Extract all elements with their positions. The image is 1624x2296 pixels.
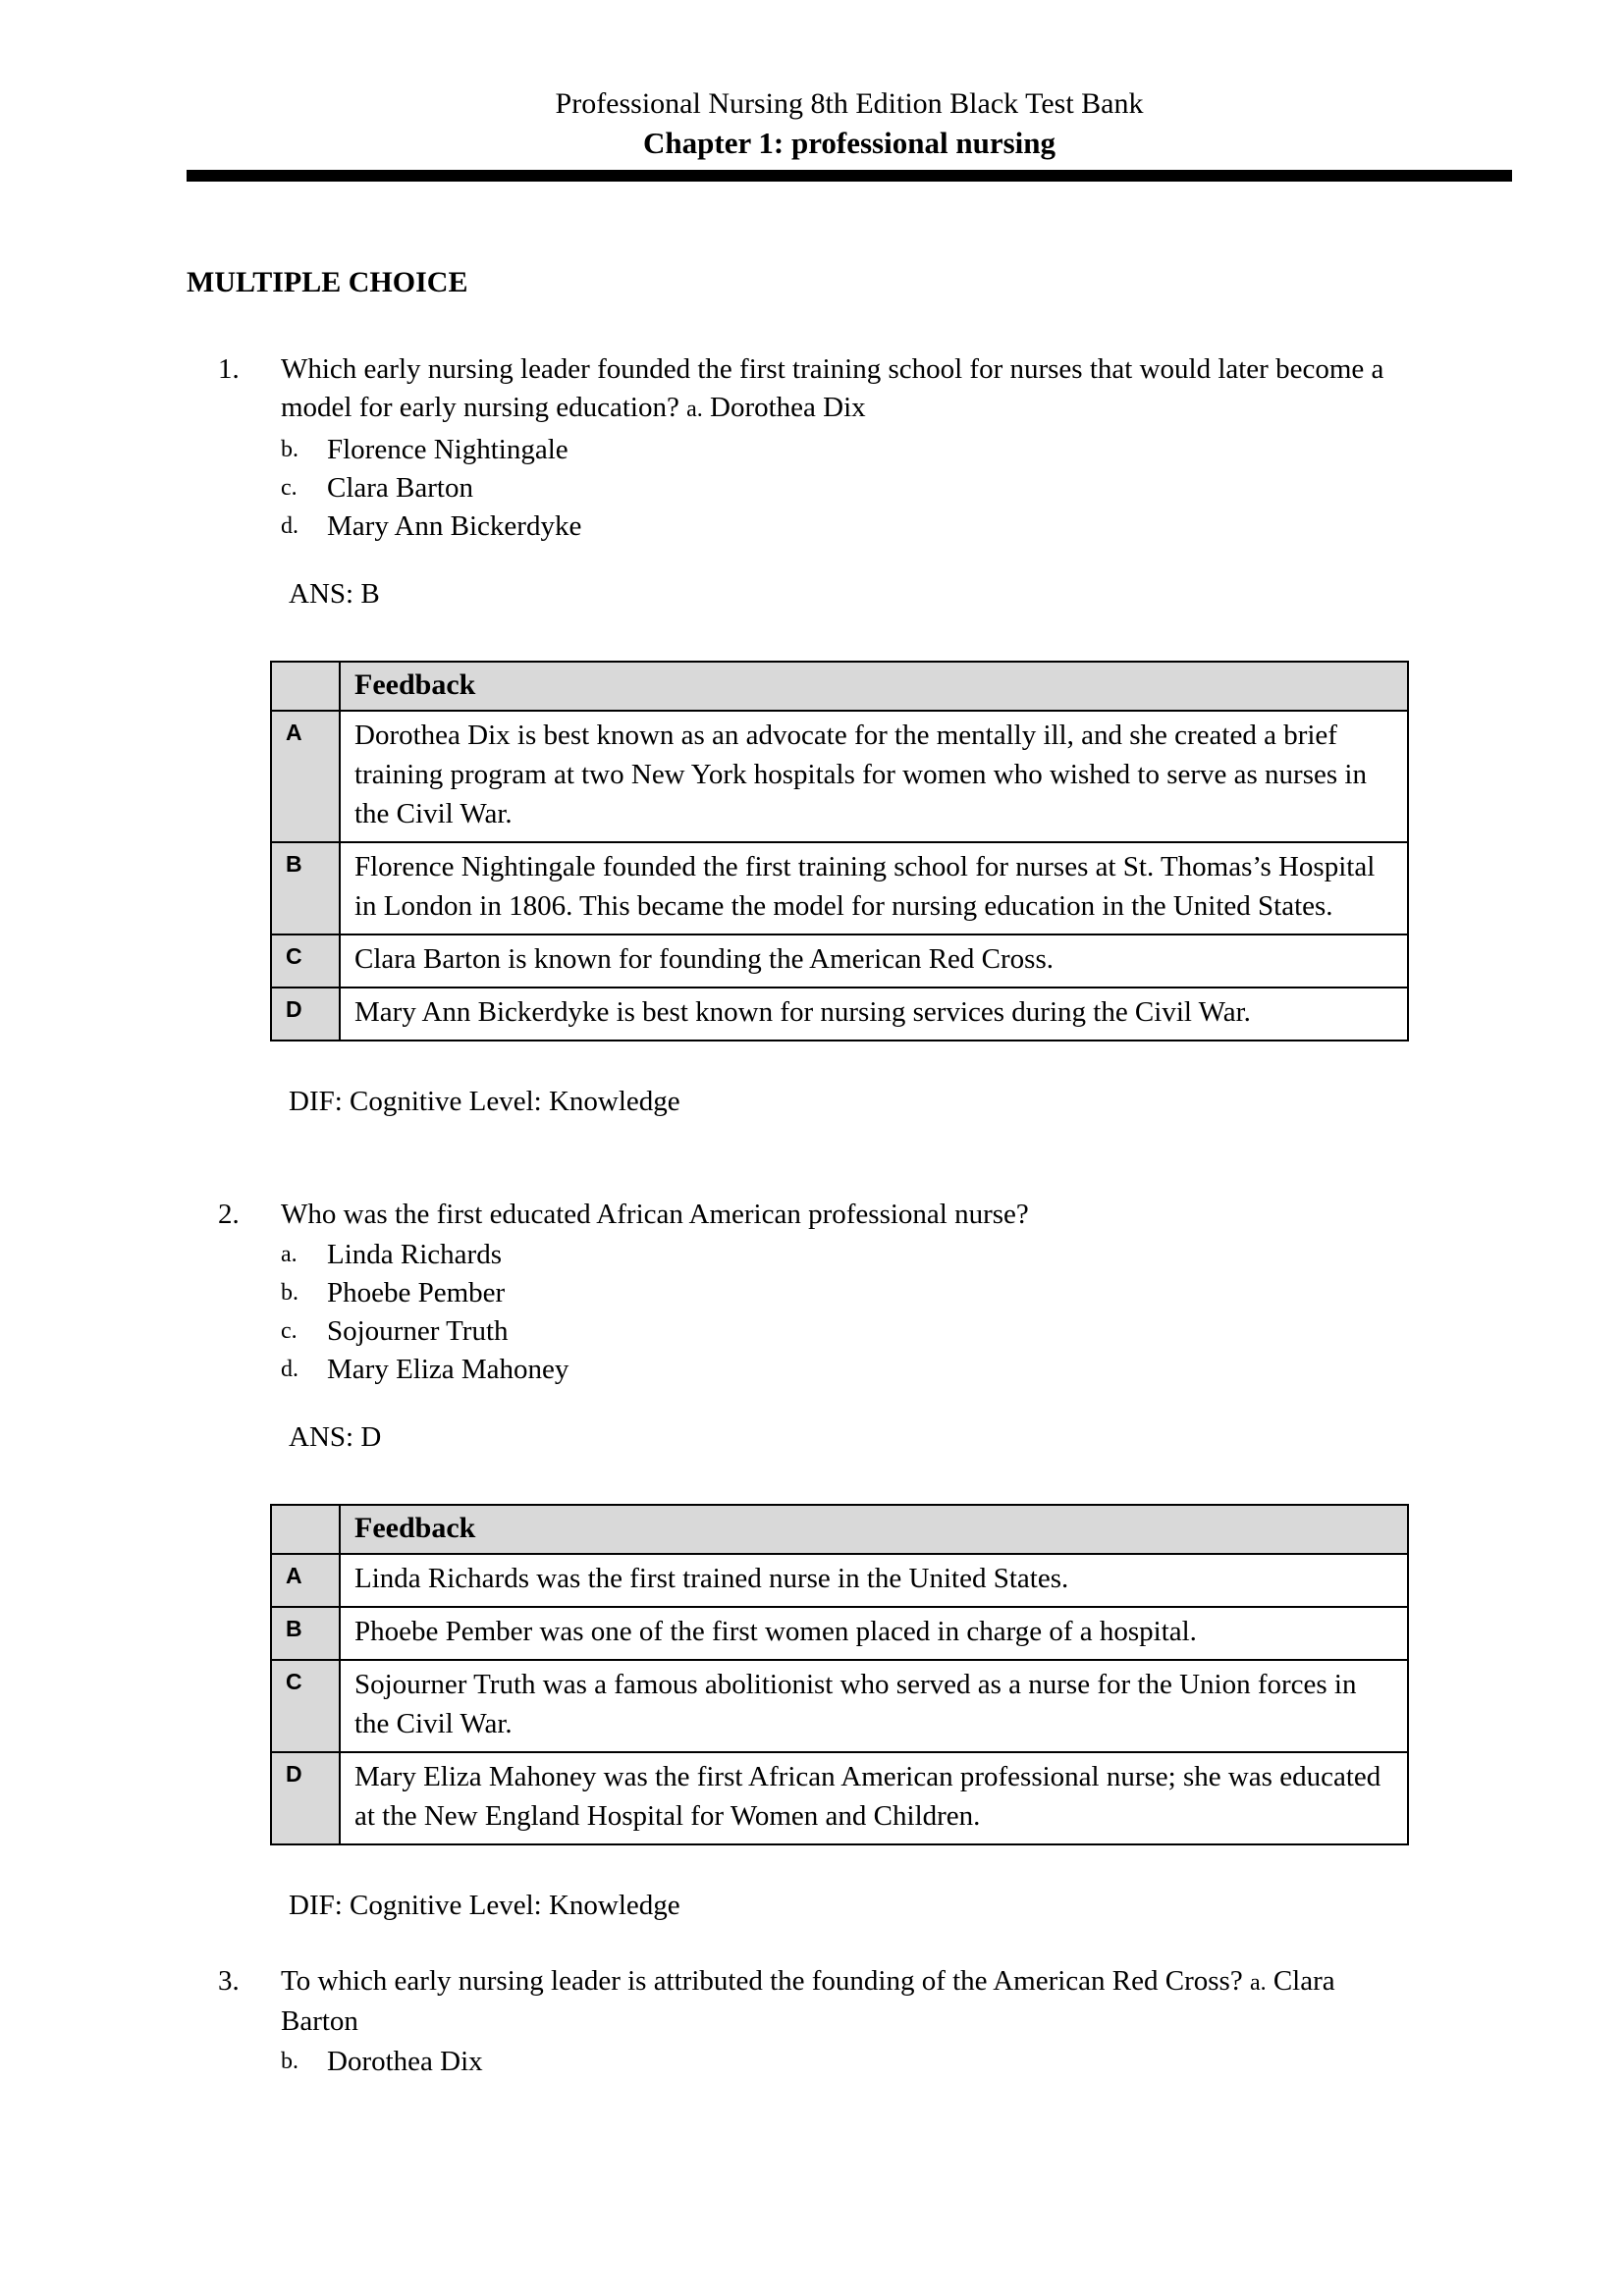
table-row [271, 934, 1408, 988]
options-list [281, 1236, 1512, 1389]
options-list [281, 431, 1512, 546]
chapter-title: Chapter 1: professional nursing [643, 126, 1056, 160]
question-text [281, 350, 1418, 429]
feedback-header-empty-cell [271, 662, 340, 711]
table-row [271, 1660, 1408, 1752]
question-3 [187, 1962, 1512, 2081]
table-row [271, 1607, 1408, 1660]
header-rule [187, 170, 1512, 182]
option-text: Florence Nightingale [327, 434, 568, 465]
option-text: Phoebe Pember [327, 1277, 506, 1308]
feedback-header-empty-cell [271, 1505, 340, 1554]
difficulty-line: DIF: Cognitive Level: Knowledge [289, 1890, 680, 1921]
question-number: 3. [218, 1965, 240, 1997]
question-stem: Which early nursing leader founded the first training school for nurses that would later become a model for early nursing education? [281, 353, 1384, 423]
option-letter: d. [281, 513, 298, 539]
difficulty-line: DIF: Cognitive Level: Knowledge [289, 1086, 680, 1117]
table-row [271, 1752, 1408, 1844]
question-1 [187, 350, 1512, 1121]
option-letter: a. [686, 397, 703, 422]
option-text: Clara Barton [281, 1965, 1335, 2037]
feedback-header-cell: Feedback [340, 662, 1408, 711]
option-letter: b. [281, 2049, 298, 2074]
question-stem: To which early nursing leader is attributed the founding of the American Red Cross? [281, 1965, 1243, 1997]
question-number: 1. [218, 353, 240, 385]
feedback-text-cell: Linda Richards was the first trained nurse in the United States. [340, 1554, 1408, 1607]
options-list [281, 2043, 1512, 2081]
document-title: Professional Nursing 8th Edition Black Test Bank [555, 87, 1144, 120]
option-letter: a. [1249, 1970, 1267, 1996]
question-number: 2. [218, 1199, 240, 1230]
feedback-header-row [271, 662, 1408, 711]
answer-option [281, 1351, 1418, 1389]
option-letter: b. [281, 1280, 298, 1306]
feedback-text-cell: Sojourner Truth was a famous abolitionist who served as a nurse for the Union forces in the Civil War. [340, 1660, 1408, 1752]
answer-option [281, 1274, 1418, 1312]
feedback-letter-cell: A [271, 711, 340, 842]
feedback-text-cell: Mary Eliza Mahoney was the first African American professional nurse; she was educated at the New England Hospital for Women and Children. [340, 1752, 1408, 1844]
answer-option [281, 1312, 1418, 1351]
feedback-text-cell: Mary Ann Bickerdyke is best known for nursing services during the Civil War. [340, 988, 1408, 1041]
option-text: Sojourner Truth [327, 1315, 509, 1347]
feedback-letter-cell: D [271, 1752, 340, 1844]
question-2 [187, 1196, 1512, 1925]
answer-option [281, 431, 1418, 469]
feedback-table [270, 1504, 1409, 1845]
answer-option [281, 469, 1418, 507]
option-letter: c. [281, 475, 298, 501]
question-text [281, 1962, 1418, 2041]
feedback-letter-cell: B [271, 842, 340, 934]
option-text: Linda Richards [327, 1239, 502, 1270]
answer-option [281, 1236, 1418, 1274]
feedback-letter-cell: D [271, 988, 340, 1041]
answer-line: ANS: D [289, 1421, 382, 1453]
answer-option [281, 2043, 1418, 2081]
question-stem: Who was the first educated African American professional nurse? [281, 1199, 1029, 1230]
answer-option [281, 507, 1418, 546]
feedback-text-cell: Dorothea Dix is best known as an advocate for the mentally ill, and she created a brief training program at two New York hospitals for women who wished to serve as nurses in the Civil War. [340, 711, 1408, 842]
feedback-table [270, 661, 1409, 1041]
table-row [271, 988, 1408, 1041]
feedback-header-cell: Feedback [340, 1505, 1408, 1554]
feedback-letter-cell: C [271, 1660, 340, 1752]
section-heading: MULTIPLE CHOICE [187, 266, 468, 298]
question-text [281, 1196, 1418, 1234]
table-row [271, 842, 1408, 934]
option-text: Mary Ann Bickerdyke [327, 510, 582, 542]
page-header [187, 84, 1512, 182]
option-text: Clara Barton [327, 472, 473, 504]
option-letter: b. [281, 437, 298, 462]
feedback-text-cell: Florence Nightingale founded the first training school for nurses at St. Thomas’s Hospital in London in 1806. This became the model for nursing education in the United States. [340, 842, 1408, 934]
option-letter: a. [281, 1242, 298, 1267]
feedback-letter-cell: C [271, 934, 340, 988]
feedback-letter-cell: B [271, 1607, 340, 1660]
feedback-letter-cell: A [271, 1554, 340, 1607]
option-letter: d. [281, 1357, 298, 1382]
table-row [271, 711, 1408, 842]
feedback-header-row [271, 1505, 1408, 1554]
table-row [271, 1554, 1408, 1607]
answer-line: ANS: B [289, 578, 380, 610]
feedback-text-cell: Clara Barton is known for founding the American Red Cross. [340, 934, 1408, 988]
feedback-text-cell: Phoebe Pember was one of the first women placed in charge of a hospital. [340, 1607, 1408, 1660]
option-text: Dorothea Dix [327, 2046, 483, 2077]
option-text: Dorothea Dix [710, 392, 866, 423]
option-text: Mary Eliza Mahoney [327, 1354, 569, 1385]
option-letter: c. [281, 1318, 298, 1344]
